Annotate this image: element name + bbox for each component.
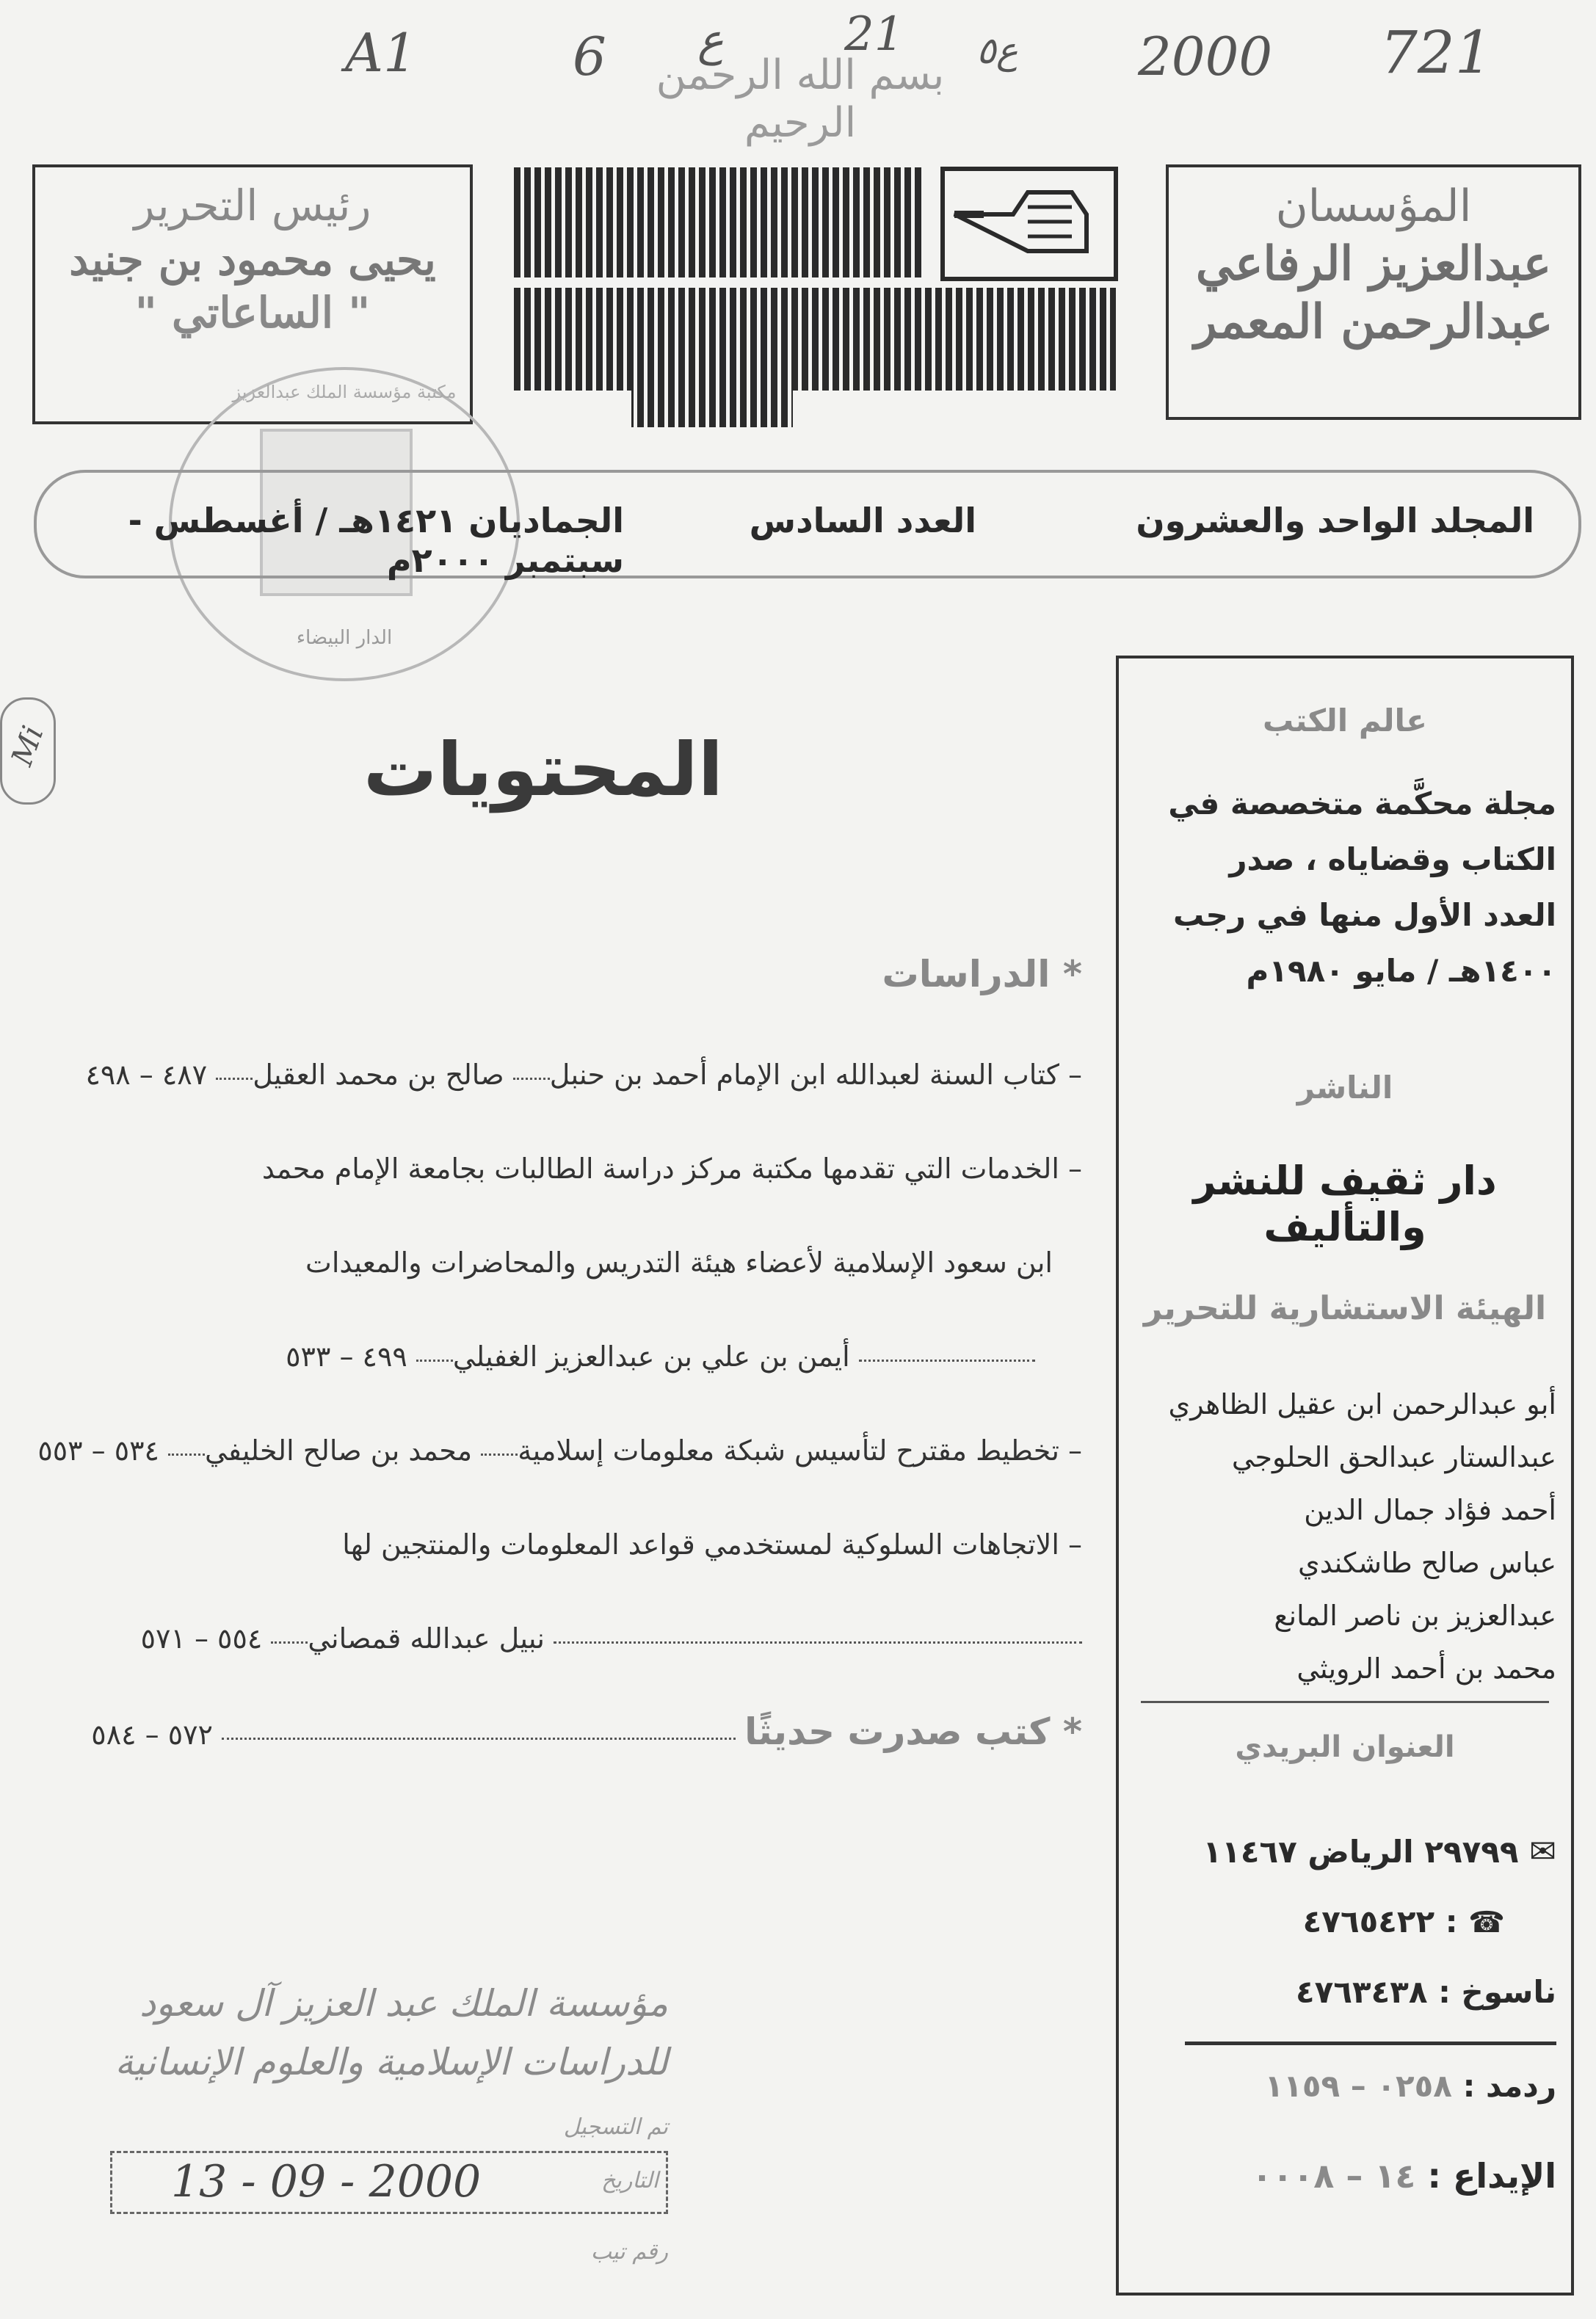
sidebar-desc-line-4: ١٤٠٠هـ / مايو ١٩٨٠م (1246, 953, 1556, 989)
section-studies: * الدراسات (882, 953, 1082, 995)
sidebar-divider (1141, 1701, 1549, 1703)
founder-name-2: عبدالرحمن المعمر (1194, 294, 1553, 349)
reg-stamp-num: رقم تيب (590, 2239, 668, 2265)
issn-label: ردمد : (1462, 2068, 1556, 2104)
phone: : ٤٧٦٥٤٢٢ (1302, 1904, 1458, 1939)
editor-name: يحيى محمود بن جنيد (69, 235, 436, 285)
deposit-line (1133, 2156, 1556, 2196)
board-member: عباس صالح طاشكندي (1297, 1547, 1556, 1579)
sidebar-heading: عالم الكتب (1263, 703, 1427, 738)
issn: ٠٢٥٨ – ١١٥٩ (1264, 2068, 1452, 2104)
fax-divider (1185, 2042, 1556, 2045)
toc-new-books-pages: ٥٧٢ – ٥٨٤ (91, 1719, 213, 1751)
toc-item-2-line-2: ابن سعود الإسلامية لأعضاء هيئة التدريس والمحاضرات والمعيدات (305, 1246, 1053, 1279)
reg-date: 13 - 09 - 2000 (171, 2156, 482, 2207)
toc-item-3 (37, 1434, 1082, 1467)
reg-date-label: التاريخ (601, 2168, 659, 2193)
board-list (1133, 1378, 1556, 1695)
phone-line (1133, 1904, 1505, 1939)
handwritten-code-a1: A1 (345, 22, 417, 84)
issue-date: الجماديان ١٤٢١هـ / أغسطس - سبتمبر ٢٠٠٠م (128, 501, 624, 580)
publisher-name: دار ثقيف للنشر والتأليف (1193, 1158, 1497, 1250)
handwritten-mark-2: ع٥ (976, 29, 1018, 72)
issue-info-bar (34, 470, 1581, 578)
board-member: محمد بن أحمد الرويثي (1296, 1652, 1556, 1685)
toc-item-2-author: أيمن بن علي بن عبدالعزيز الغفيلي (452, 1340, 850, 1373)
founders-label: المؤسسان (1275, 181, 1472, 232)
issue-label: العدد السادس (749, 501, 976, 540)
toc-item-2-byline (286, 1340, 1082, 1373)
address-label: العنوان البريدي (1235, 1730, 1455, 1764)
reg-stamp-registered: تم التسجيل (563, 2114, 668, 2140)
toc-item-1 (85, 1059, 1082, 1091)
basmala: بسم الله الرحمن الرحيم (656, 51, 945, 147)
toc-item-3-title: – تخطيط مقترح لتأسيس شبكة معلومات إسلامية (518, 1434, 1082, 1467)
sidebar-box (1116, 656, 1574, 2296)
toc-item-3-pages: ٥٣٤ – ٥٥٣ (37, 1434, 159, 1467)
margin-note: Mi (5, 721, 51, 771)
toc-item-2-line-1: – الخدمات التي تقدمها مكتبة مركز دراسة الطالبات بجامعة الإمام محمد (261, 1153, 1082, 1185)
reg-date-field (110, 2151, 668, 2214)
pobox: ٢٩٧٩٩ الرياض ١١٤٦٧ (1203, 1834, 1519, 1870)
sidebar-desc-line-3: العدد الأول منها في رجب (1173, 897, 1556, 933)
editor-label: رئيس التحرير (134, 181, 371, 231)
masthead-logo-graphic (514, 163, 1131, 435)
fax: : ٤٧٦٣٤٣٨ (1296, 1974, 1451, 2010)
handwritten-number-21: 21 (844, 7, 904, 62)
toc-item-4-line-1: – الاتجاهات السلوكية لمستخدمي قواعد المعلومات والمنتجين لها (342, 1528, 1082, 1561)
volume-label: المجلد الواحد والعشرون (1136, 501, 1534, 540)
founder-name-1: عبدالعزيز الرفاعي (1195, 236, 1552, 291)
handwritten-year: 2000 (1138, 26, 1273, 87)
handwritten-mark: ع (697, 15, 724, 66)
sidebar-desc-line-1: مجلة محكَّمة متخصصة في (1168, 785, 1556, 821)
toc-item-4-pages: ٥٥٤ – ٥٧١ (140, 1622, 263, 1655)
board-member: أحمد فؤاد جمال الدين (1304, 1494, 1556, 1526)
contents-title: المحتويات (363, 727, 724, 813)
sidebar-desc-line-2: الكتاب وقضاياه ، صدر (1229, 841, 1556, 877)
deposit-label: الإيداع : (1427, 2156, 1556, 2196)
fax-label: ناسوخ (1461, 1974, 1556, 2010)
pobox-line (1133, 1833, 1556, 1870)
editor-nickname: " الساعاتي " (134, 288, 371, 338)
toc-item-2-pages: ٤٩٩ – ٥٣٣ (286, 1340, 407, 1373)
toc-new-books (91, 1710, 1082, 1753)
phone-icon: ☎ (1468, 1906, 1505, 1939)
sidebar-description (1133, 776, 1556, 999)
toc-item-3-author: محمد بن صالح الخليفي (205, 1434, 473, 1467)
stamp-bottom-text: الدار البيضاء (296, 627, 393, 649)
masthead-logo (514, 163, 1131, 435)
publisher-label: الناشر (1296, 1070, 1393, 1106)
reg-stamp-line-2: للدراسات الإسلامية والعلوم الإنسانية (115, 2041, 668, 2083)
reg-stamp-line-1: مؤسسة الملك عبد العزيز آل سعود (139, 1982, 668, 2025)
founders-box (1166, 164, 1581, 420)
margin-note-circle (0, 697, 56, 805)
board-member: عبدالعزيز بن ناصر المانع (1274, 1600, 1556, 1632)
toc-item-1-pages: ٤٨٧ – ٤٩٨ (85, 1059, 208, 1091)
toc-item-4-author: نبيل عبدالله قمصاني (308, 1622, 545, 1655)
toc-item-1-author: صالح بن محمد العقيل (253, 1059, 504, 1091)
board-label: الهيئة الاستشارية للتحرير (1143, 1290, 1547, 1327)
toc-item-1-title: – كتاب السنة لعبدالله ابن الإمام أحمد بن حنبل (549, 1059, 1082, 1091)
board-member: أبو عبدالرحمن ابن عقيل الظاهري (1168, 1388, 1556, 1420)
registration-stamp (95, 1975, 668, 2283)
issn-line (1133, 2068, 1556, 2104)
handwritten-number-721: 721 (1380, 18, 1492, 87)
toc-item-4-byline (141, 1622, 1082, 1655)
board-member: عبدالستار عبدالحق الحلوجي (1231, 1441, 1556, 1473)
stamp-top-text: مكتبة مؤسسة الملك عبدالعزيز (232, 382, 457, 402)
handwritten-number-6: 6 (573, 26, 606, 87)
fax-line (1133, 1974, 1556, 2010)
deposit: ١٤ – ٠٠٠٨ (1252, 2156, 1416, 2196)
envelope-icon: ✉ (1529, 1833, 1556, 1870)
section-new-books: * كتب صدرت حديثًا (744, 1710, 1082, 1753)
